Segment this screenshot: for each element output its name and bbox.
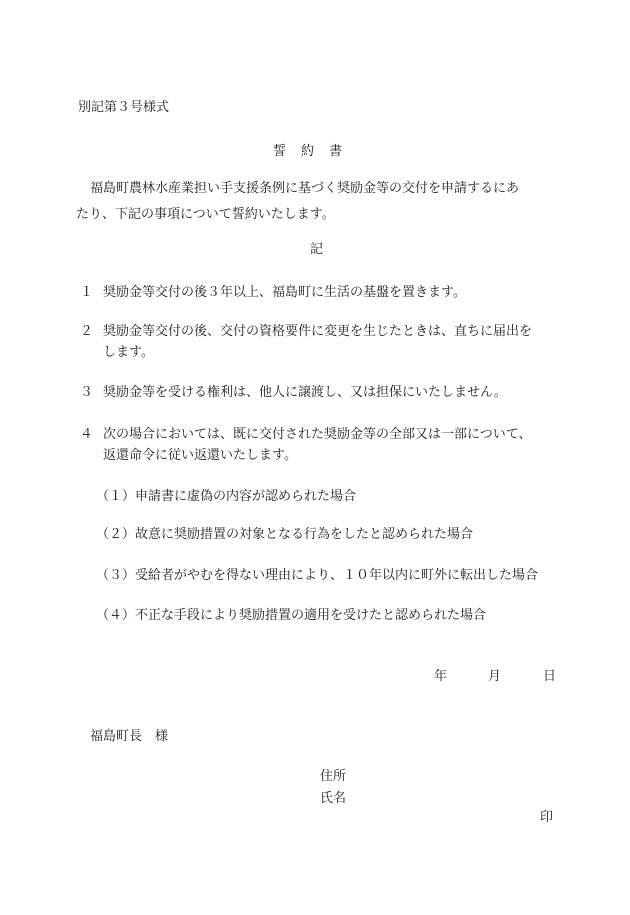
- pledge-text: 奨励金等交付の後３年以上、福島町に生活の基盤を置きます。: [103, 285, 466, 300]
- subitem-1: （１）申請書に虚偽の内容が認められた場合: [96, 489, 357, 504]
- document-title: 誓 約 書: [273, 144, 344, 159]
- pledge-number: ２: [80, 324, 94, 339]
- date-year-label: 年: [434, 669, 448, 684]
- pledge-text: 次の場合においては、既に交付された奨励金等の全部又は一部について、: [103, 427, 532, 442]
- intro-line-1: 福島町農林水産業担い手支援条例に基づく奨励金等の交付を申請するにあ: [90, 181, 520, 196]
- date-month-label: 月: [488, 669, 502, 684]
- intro-paragraph: [78, 179, 519, 226]
- pledge-number: ４: [80, 427, 94, 442]
- pledge-text: 奨励金等を受ける権利は、他人に譲渡し、又は担保にいたしません。: [103, 385, 507, 400]
- date-day-label: 日: [543, 669, 557, 684]
- subitem-3: （３）受給者がやむを得ない理由により、１０年以内に町外に転出した場合: [96, 568, 539, 583]
- seal-label: 印: [540, 810, 554, 825]
- form-label: 別記第３号様式: [78, 100, 170, 115]
- pledge-text-continued: 返還命令に従い返還いたします。: [103, 448, 297, 463]
- pledge-text-continued: します。: [103, 345, 154, 360]
- pledge-text: 奨励金等交付の後、交付の資格要件に変更を生じたときは、直ちに届出を: [103, 324, 533, 339]
- name-label: 氏名: [320, 791, 347, 806]
- subitem-4: （４）不正な手段により奨励措置の適用を受けたと認められた場合: [96, 608, 487, 623]
- subitem-2: （２）故意に奨励措置の対象となる行為をしたと認められた場合: [96, 527, 474, 542]
- pledge-number: ３: [80, 385, 94, 400]
- pledge-number: １: [80, 285, 94, 300]
- ki-heading: 記: [310, 242, 324, 257]
- address-label: 住所: [320, 769, 347, 784]
- intro-line-2: たり、下記の事項について誓約いたします。: [76, 206, 335, 222]
- addressee: 福島町長 様: [90, 729, 169, 744]
